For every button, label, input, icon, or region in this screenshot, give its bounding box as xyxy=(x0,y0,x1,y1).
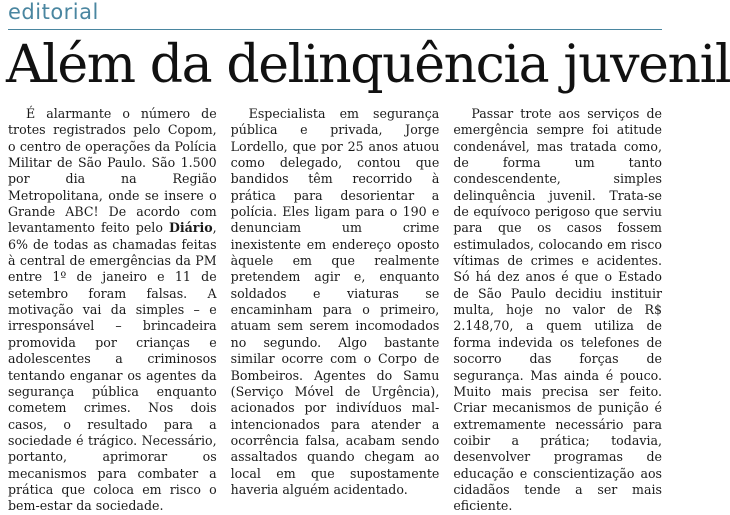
column-2-paragraph: Especialista em segurança pública e privada, Jorge Lordello, que por 25 anos atuou como delegado, contou que bandidos têm recorrido à prática para desorientar a polícia. Eles ligam para o 190 e denunciam um crime inexistente em endereço oposto àquele em que realmente pretendem agir e, enquanto soldados e viaturas se encaminham para o primeiro, atuam sem serem incomodados no segundo. Algo bastante similar ocorre com o Corpo de Bombeiros. Agentes do Samu (Serviço Móvel de Urgência), acionados por indivíduos mal-intencionados para atender a ocorrência falsa, acabam sendo assaltados quando chegam ao local em que supostamente haveria alguém acidentado. xyxy=(230,106,440,497)
column-1-paragraph xyxy=(8,106,217,515)
column-3-paragraph: Passar trote aos serviços de emergência sempre foi atitude condenável, mas tratada como, de forma um tanto condescendente, simples delinquência juvenil. Trata-se de equívoco perigoso que serviu para que os casos fossem estimulados, colocando em risco vítimas de crimes e acidentes. Só há dez anos é que o Estado de São Paulo decidiu instituir multa, hoje no valor de R$ 2.148,70, a quem utiliza de forma indevida os telefones de socorro das forças de segurança. Mas ainda é pouco. Muito mais precisa ser feito. Criar mecanismos de punição é extremamente necessário para coibir a prática; todavia, desenvolver programas de educação e conscientização aos cidadãos tende a ser mais eficiente. xyxy=(453,106,662,514)
column-2 xyxy=(231,106,440,515)
newspaper-name: Diário xyxy=(168,220,213,236)
section-label: editorial xyxy=(8,0,99,24)
column-1-text-b: , 6% de todas as chamadas feitas à central de emergências da PM entre 1º de janeiro e 11 de setembro foram falsas. A motivação vai da simples – e irresponsável – brincadeira promovida por crianças e adolescentes a criminosos tentando enganar os agentes da segurança pública enquanto cometem crimes. Nos dois casos, o resultado para a sociedade é trágico. Necessário, portanto, aprimorar os mecanismos para combater a prática que coloca em risco o bem-estar da sociedade. xyxy=(8,220,217,514)
headline: Além da delinquência juvenil xyxy=(6,35,730,95)
article-body xyxy=(8,106,662,514)
column-1-text-a: É alarmante o número de trotes registrados pelo Copom, o centro de operações da Polícia Militar de São Paulo. São 1.500 por dia na Região Metropolitana, onde se insere o Grande ABC! De acordo com levantamento feito pelo xyxy=(8,106,217,236)
column-3 xyxy=(453,106,662,515)
section-divider xyxy=(8,29,662,30)
column-1 xyxy=(8,106,217,515)
